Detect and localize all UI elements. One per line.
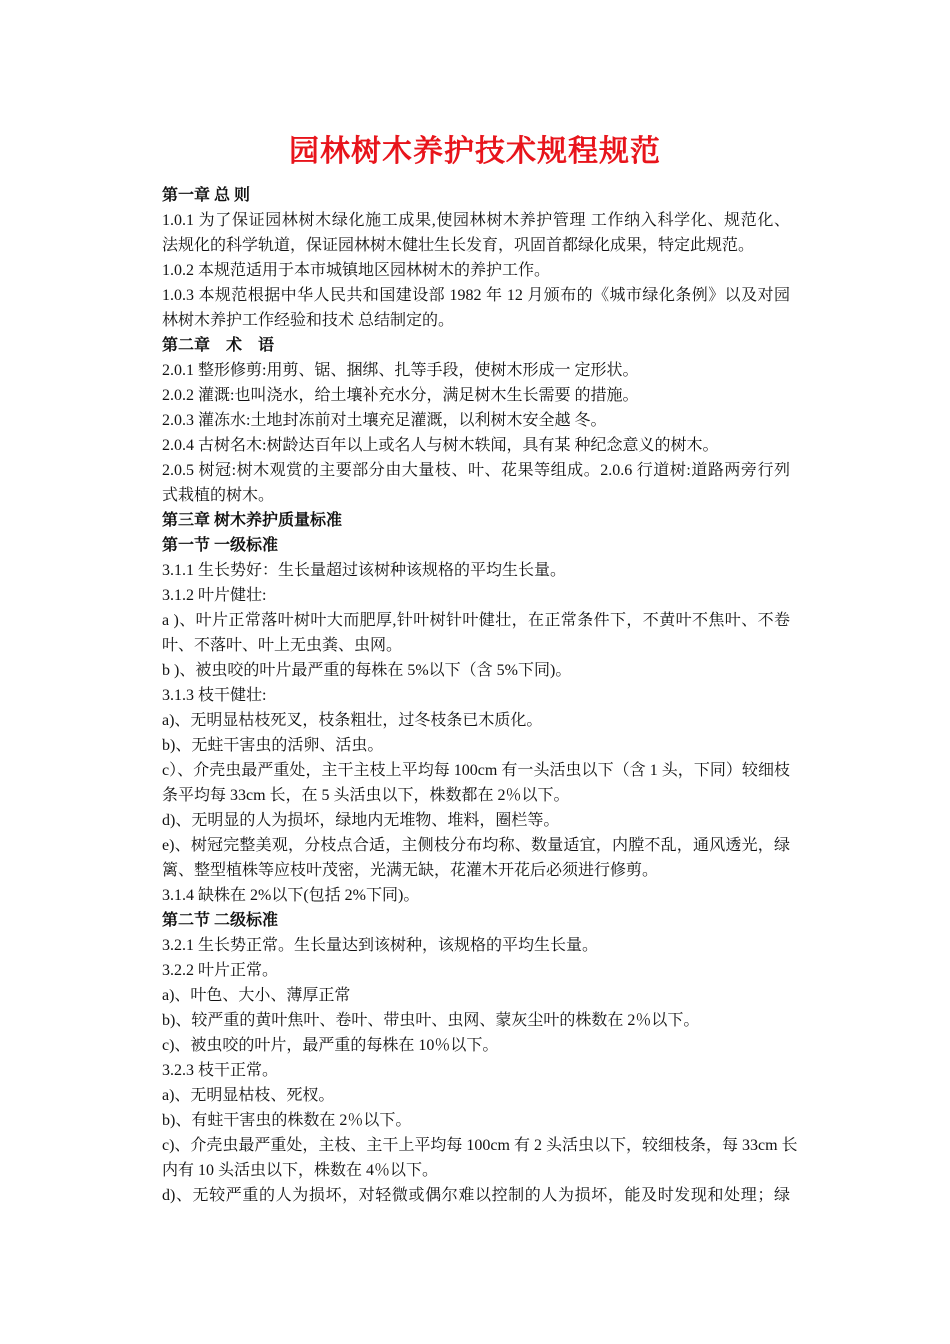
text-line: 内有 10 头活虫以下，株数在 4％以下。 xyxy=(162,1162,439,1179)
paragraph xyxy=(162,1183,790,1208)
paragraph xyxy=(162,808,790,833)
paragraph xyxy=(162,958,790,983)
text-line: a )、叶片正常落叶树叶大而肥厚,针叶树针叶健壮，在正常条件下，不黄叶不焦叶、不卷 xyxy=(162,612,790,629)
paragraph xyxy=(162,408,790,433)
text-line: 3.1.1 生长势好：生长量超过该树种该规格的平均生长量。 xyxy=(162,562,567,579)
text-line: d)、无较严重的人为损坏，对轻微或偶尔难以控制的人为损坏，能及时发现和处理；绿 xyxy=(162,1187,790,1204)
text-line: 第二章 术 语 xyxy=(162,337,275,354)
paragraph xyxy=(162,708,790,733)
paragraph xyxy=(162,833,790,883)
paragraph xyxy=(162,1058,790,1083)
paragraph xyxy=(162,983,790,1008)
text-line: 3.1.3 枝干健壮: xyxy=(162,687,267,704)
text-line: 2.0.2 灌溉:也叫浇水，给土壤补充水分，满足树木生长需要 的措施。 xyxy=(162,387,639,404)
text-line: d)、无明显的人为损坏，绿地内无堆物、堆料，圈栏等。 xyxy=(162,812,560,829)
paragraph xyxy=(162,208,790,258)
text-line: 法规化的科学轨道，保证园林树木健壮生长发育，巩固首都绿化成果，特定此规范。 xyxy=(162,237,755,254)
text-line: 1.0.2 本规范适用于本市城镇地区园林树木的养护工作。 xyxy=(162,262,551,279)
text-line: 3.1.2 叶片健壮: xyxy=(162,587,267,604)
text-line: e)、树冠完整美观，分枝点合适，主侧枝分布均称、数量适宜，内膛不乱，通风透光，绿 xyxy=(162,837,790,854)
paragraph xyxy=(162,933,790,958)
paragraph xyxy=(162,1083,790,1108)
text-line: 2.0.4 古树名木:树龄达百年以上或名人与树木轶闻，具有某 种纪念意义的树木。 xyxy=(162,437,719,454)
text-line: 3.2.1 生长势正常。生长量达到该树种，该规格的平均生长量。 xyxy=(162,937,599,954)
text-line: 第一节 一级标准 xyxy=(162,537,279,554)
paragraph xyxy=(162,1033,790,1058)
text-line: 3.2.3 枝干正常。 xyxy=(162,1062,279,1079)
paragraph xyxy=(162,583,790,608)
text-line: 叶、不落叶、叶上无虫粪、虫网。 xyxy=(162,637,403,654)
text-line: 1.0.3 本规范根据中华人民共和国建设部 1982 年 12 月颁布的《城市绿化条例》以及对园 xyxy=(162,287,790,304)
paragraph xyxy=(162,608,790,658)
text-line: 1.0.1 为了保证园林树木绿化施工成果,使园林树木养护管理 工作纳入科学化、规范化、 xyxy=(162,212,790,229)
text-line: a)、无明显枯枝死叉，枝条粗壮，过冬枝条已木质化。 xyxy=(162,712,543,729)
text-line: 2.0.1 整形修剪:用剪、锯、捆绑、扎等手段，使树木形成一 定形状。 xyxy=(162,362,639,379)
section-heading xyxy=(162,908,790,933)
text-line: c)、介壳虫最严重处，主枝、主干上平均每 100cm 有 2 头活虫以下，较细枝条，每 33cm 长 xyxy=(162,1137,798,1154)
paragraph xyxy=(162,1108,790,1133)
text-line: b)、较严重的黄叶焦叶、卷叶、带虫叶、虫网、蒙灰尘叶的株数在 2％以下。 xyxy=(162,1012,700,1029)
paragraph xyxy=(162,758,790,808)
text-line: 式栽植的树木。 xyxy=(162,487,275,504)
text-line: 第二节 二级标准 xyxy=(162,912,279,929)
text-line: a)、无明显枯枝、死杈。 xyxy=(162,1087,335,1104)
paragraph xyxy=(162,883,790,908)
paragraph xyxy=(162,1133,798,1183)
text-line: 篱、整型植株等应枝叶茂密，光满无缺，花灌木开花后必须进行修剪。 xyxy=(162,862,659,879)
text-line: 3.1.4 缺株在 2%以下(包括 2%下同)。 xyxy=(162,887,420,904)
section-heading xyxy=(162,533,790,558)
paragraph xyxy=(162,558,790,583)
text-line: b)、有蛀干害虫的株数在 2％以下。 xyxy=(162,1112,412,1129)
text-line: 2.0.3 灌冻水:土地封冻前对土壤充足灌溉，以利树木安全越 冬。 xyxy=(162,412,607,429)
paragraph xyxy=(162,683,790,708)
text-line: 第三章 树木养护质量标准 xyxy=(162,512,343,529)
paragraph xyxy=(162,383,790,408)
text-line: b)、无蛀干害虫的活卵、活虫。 xyxy=(162,737,384,754)
paragraph xyxy=(162,658,790,683)
text-line: 林树木养护工作经验和技术 总结制定的。 xyxy=(162,312,455,329)
paragraph xyxy=(162,358,790,383)
text-line: c）、介壳虫最严重处，主干主枝上平均每 100cm 有一头活虫以下（含 1 头，下同）较细枝 xyxy=(162,762,790,779)
text-line: b )、被虫咬的叶片最严重的每株在 5%以下（含 5%下同)。 xyxy=(162,662,572,679)
paragraph xyxy=(162,1008,790,1033)
paragraph xyxy=(162,433,790,458)
text-line: 第一章 总 则 xyxy=(162,187,251,204)
text-line: c)、被虫咬的叶片，最严重的每株在 10％以下。 xyxy=(162,1037,499,1054)
section-heading xyxy=(162,333,790,358)
paragraph xyxy=(162,458,790,508)
paragraph xyxy=(162,283,790,333)
text-line: 2.0.5 树冠:树木观赏的主要部分由大量枝、叶、花果等组成。2.0.6 行道树:道路两旁行列 xyxy=(162,462,790,479)
section-heading xyxy=(162,508,790,533)
section-heading xyxy=(162,183,790,208)
text-line: a)、叶色、大小、薄厚正常 xyxy=(162,987,351,1004)
document-body xyxy=(162,183,798,1208)
paragraph xyxy=(162,733,790,758)
document-title: 园林树木养护技术规程规范 xyxy=(289,135,661,168)
text-line: 3.2.2 叶片正常。 xyxy=(162,962,279,979)
paragraph xyxy=(162,258,790,283)
text-line: 条平均每 33cm 长，在 5 头活虫以下，株数都在 2％以下。 xyxy=(162,787,570,804)
